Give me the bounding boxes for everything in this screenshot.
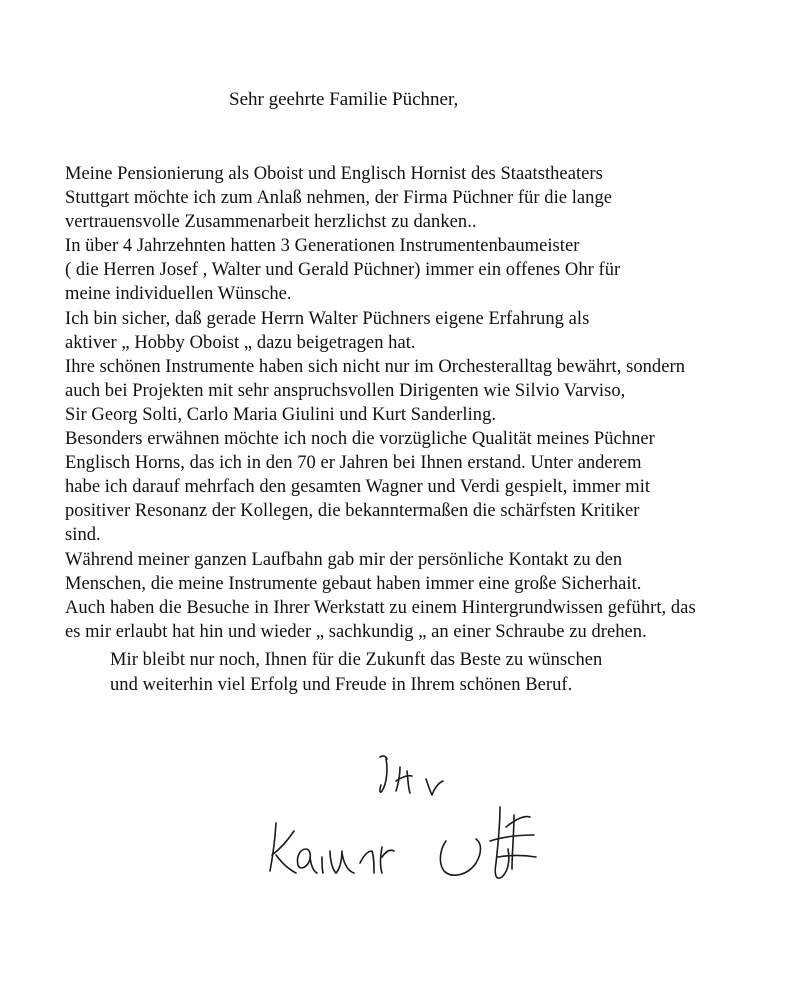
body-line: Englisch Horns, das ich in den 70 er Jahren bei Ihnen erstand. Unter anderem xyxy=(65,453,642,474)
body-line: Besonders erwähnen möchte ich noch die vorzügliche Qualität meines Püchner xyxy=(65,429,655,450)
body-line: Ich bin sicher, daß gerade Herrn Walter Püchners eigene Erfahrung als xyxy=(65,308,590,329)
closing-line: und weiterhin viel Erfolg und Freude in Ihrem schönen Beruf. xyxy=(110,674,573,695)
body-line: ( die Herren Josef , Walter und Gerald Püchner) immer ein offenes Ohr für xyxy=(65,260,621,281)
body-line: es mir erlaubt hat hin und wieder „ sachkundig „ an einer Schraube zu drehen. xyxy=(65,621,647,642)
body-line: In über 4 Jahrzehnten hatten 3 Generationen Instrumentenbaumeister xyxy=(65,236,580,257)
body-line: Sir Georg Solti, Carlo Maria Giulini und Kurt Sanderling. xyxy=(65,404,497,425)
body-line: positiver Resonanz der Kollegen, die bekanntermaßen die schärfsten Kritiker xyxy=(65,501,640,522)
signature-greeting xyxy=(380,756,443,795)
body-line: meine individuellen Wünsche. xyxy=(65,284,292,305)
closing xyxy=(110,648,602,697)
body-line: habe ich darauf mehrfach den gesamten Wagner und Verdi gespielt, immer mit xyxy=(65,477,651,498)
body-line: vertrauensvolle Zusammenarbeit herzlichst zu danken.. xyxy=(65,212,477,233)
body-line: Während meiner ganzen Laufbahn gab mir der persönliche Kontakt zu den xyxy=(65,549,623,570)
signature-last-name xyxy=(440,807,536,878)
body-line: Auch haben die Besuche in Ihrer Werkstatt zu einem Hintergrundwissen geführt, das xyxy=(65,597,696,618)
handwritten-signature xyxy=(250,745,610,905)
body-line: Meine Pensionierung als Oboist und Englisch Hornist des Staatstheaters xyxy=(65,164,603,184)
closing-line: Mir bleibt nur noch, Ihnen für die Zukunft das Beste zu wünschen xyxy=(110,650,603,670)
body-line: Menschen, die meine Instrumente gebaut haben immer eine große Sicherhait. xyxy=(65,573,642,594)
salutation: Sehr geehrte Familie Püchner, xyxy=(229,89,459,110)
body-line: auch bei Projekten mit sehr anspruchsvollen Dirigenten wie Silvio Varviso, xyxy=(65,380,626,401)
body-line: Stuttgart möchte ich zum Anlaß nehmen, der Firma Püchner für die lange xyxy=(65,188,613,209)
letter-body xyxy=(65,162,795,644)
body-line: sind. xyxy=(65,525,101,546)
body-line: Ihre schönen Instrumente haben sich nicht nur im Orchesteralltag bewährt, sondern xyxy=(65,356,685,377)
body-line: aktiver „ Hobby Oboist „ dazu beigetragen hat. xyxy=(65,332,416,353)
signature-first-name xyxy=(270,823,394,873)
